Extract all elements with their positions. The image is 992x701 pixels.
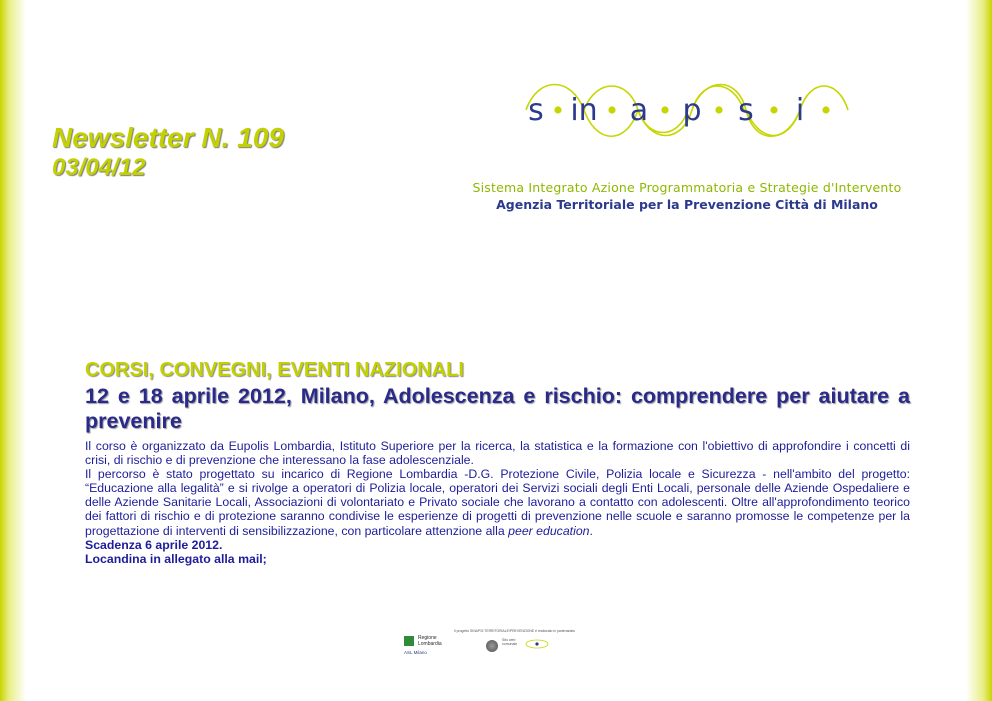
regione-line-2: Lombardia: [418, 641, 442, 647]
regione-line-1: Regione: [418, 635, 437, 641]
section-title: CORSI, CONVEGNI, EVENTI NAZIONALI: [85, 359, 464, 381]
sinapsi-logo: [456, 74, 916, 214]
paragraph-1: Il corso è organizzato da Eupolis Lombardia, Istituto Superiore per la ricerca, la statistica e la formazione con l'obiettivo di approfondire i concetti di crisi, di rischio e di prevenzione che interessano la fase adolescenziale.: [85, 439, 910, 468]
partner-fine-print: Il progetto SINAPSI TERRITORIALE/PREVENZIONE è realizzato in partenariato: [454, 629, 576, 633]
newsletter-title: Newsletter N. 109: [52, 122, 284, 153]
newsletter-header: [52, 122, 284, 182]
comune-seal-icon: [486, 640, 498, 652]
paragraph-2: [85, 467, 910, 537]
partner-mini-text: [502, 638, 517, 646]
sinapsi-logo-graphic: [456, 74, 916, 174]
partner-logos: [400, 626, 600, 660]
paragraph-2-end: .: [589, 523, 593, 538]
deadline: Scadenza 6 aprile 2012.: [85, 537, 223, 552]
regione-lombardia-label: [418, 635, 442, 647]
event-description: [85, 439, 910, 538]
news-section: [85, 358, 910, 566]
logo-letter: p: [682, 93, 702, 128]
event-title: 12 e 18 aprile 2012, Milano, Adolescenza e rischio: comprendere per aiutare a prevenire: [85, 384, 910, 433]
regione-lombardia-icon: [404, 636, 414, 646]
logo-subtitle: Sistema Integrato Azione Programmatoria e Strategie d'Intervento: [472, 180, 902, 195]
logo-letter: i: [795, 93, 805, 128]
logo-agency: Agenzia Territoriale per la Prevenzione Città di Milano: [496, 197, 878, 212]
logo-letter: s: [738, 93, 754, 128]
logo-letter: a: [629, 93, 649, 128]
mini-text-2: comunale: [502, 642, 518, 646]
paragraph-2-main: Il percorso è stato progettato su incarico di Regione Lombardia -D.G. Protezione Civile, Polizia locale e Sicurezza - nell'ambito del progetto: “Educazione alla legalità” e si rivolge a operatori di Polizia locale, operatori dei Servizi sociali degli Enti Locali, personale delle Aziende Ospedaliere e delle Aziende Sanitarie Locali, Associazioni di volontariato e Privato sociale che lavorano a contatto con adolescenti. Oltre all'approfondimento teorico dei fattori di rischio e di protezione saranno condivise le esperienze di progetti di prevenzione nelle scuole e saranno promosse le competenze per la progettazione di interventi di sensibilizzazione, con particolare attenzione alla: [85, 467, 910, 538]
mini-text-1: Sito web: [502, 638, 516, 642]
newsletter-date: 03/04/12: [52, 154, 146, 181]
partner-mini-logo-icon: [524, 639, 550, 649]
asl-milano-label: ASL Milano: [404, 650, 427, 655]
logo-letter: s: [528, 93, 544, 128]
paragraph-2-italic: peer education: [508, 523, 590, 538]
attachment-note: Locandina in allegato alla mail;: [85, 551, 267, 566]
logo-letter: in: [570, 93, 598, 128]
